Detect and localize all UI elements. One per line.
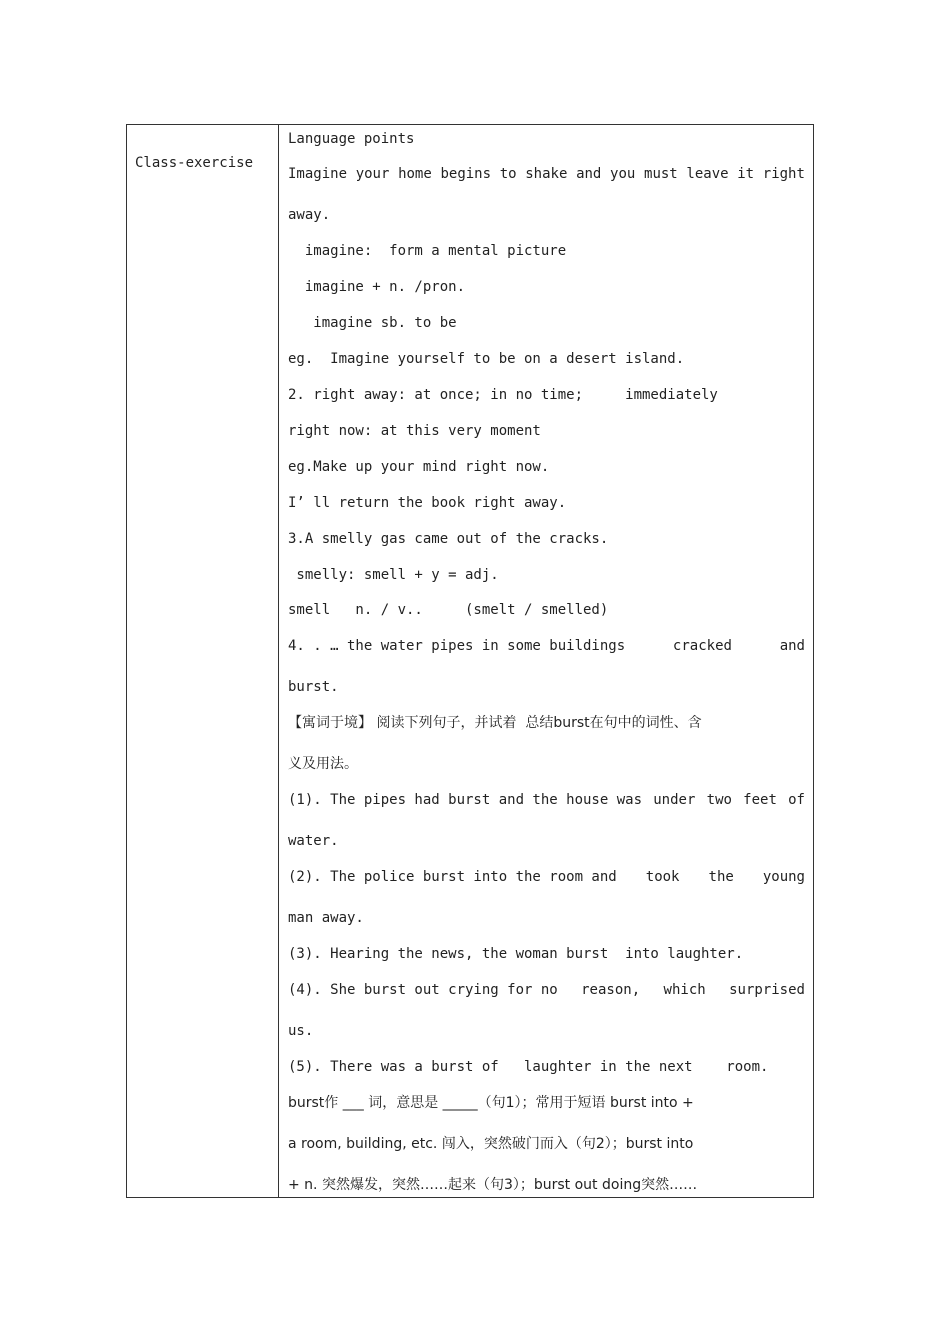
word: of [788, 792, 805, 808]
text-line: (3). Hearing the news, the woman burst into laughter. [288, 946, 744, 962]
text-line: eg.Make up your mind right now. [288, 459, 550, 475]
word: two [706, 792, 732, 808]
text-line: a room, building, etc. 闯入，突然破门而入（句2）；burst into [288, 1136, 694, 1152]
word: Imagine [288, 166, 348, 182]
text-line: I’ ll return the book right away. [288, 495, 567, 511]
text-line [288, 165, 805, 183]
word: the [708, 869, 734, 885]
word: and [779, 638, 805, 654]
text-line: imagine: form a mental picture [288, 243, 567, 259]
text-line: imagine sb. to be [288, 315, 457, 331]
word: and [576, 166, 602, 182]
text-line: us. [288, 1023, 314, 1039]
word: shake [525, 166, 568, 182]
text-line: 3.A smelly gas came out of the cracks. [288, 531, 609, 547]
left-cell [127, 125, 279, 1197]
word: 4. . … the water pipes in some buildings [288, 638, 626, 654]
text-line: burst. [288, 679, 339, 695]
text-line: smell n. / v.. (smelt / smelled) [288, 602, 609, 618]
word: young [762, 869, 805, 885]
text-line: eg. Imagine yourself to be on a desert island. [288, 351, 685, 367]
word: must [644, 166, 678, 182]
word: (1). The pipes had burst and the house was [288, 792, 643, 808]
text-line: 【寓词于境】 阅读下列句子，并试着 总结burst在句中的词性、含 [288, 715, 702, 731]
section-label: Class-exercise [135, 155, 254, 171]
text-line [288, 637, 805, 655]
word: under [653, 792, 696, 808]
text-line: 义及用法。 [288, 756, 358, 772]
word: home [398, 166, 432, 182]
exercise-table [126, 124, 814, 1198]
word: leave [686, 166, 729, 182]
language-points-cell [279, 125, 813, 1197]
word: your [355, 166, 390, 182]
text-line [288, 868, 805, 886]
text-line: away. [288, 207, 331, 223]
word: to [499, 166, 517, 182]
text-line [288, 791, 805, 809]
text-line: water. [288, 833, 339, 849]
text-line: (5). There was a burst of laughter in the next room. [288, 1059, 769, 1075]
text-line: man away. [288, 910, 364, 926]
word: it [737, 166, 755, 182]
word: (2). The police burst into the room and [288, 869, 617, 885]
text-line: 2. right away: at once; in no time; immediately [288, 387, 718, 403]
word: surprised [729, 982, 805, 998]
text-line: Language points [288, 131, 415, 147]
text-line: smelly: smell + y = adj. [288, 567, 499, 583]
word: took [645, 869, 680, 885]
word: right [762, 166, 805, 182]
word: reason, [581, 982, 641, 998]
word: begins [440, 166, 492, 182]
word: (4). She burst out crying for no [288, 982, 558, 998]
text-line: burst作 ___ 词，意思是 _____（句1）；常用于短语 burst into + [288, 1095, 694, 1111]
text-line: imagine + n. /pron. [288, 279, 466, 295]
word: you [610, 166, 636, 182]
text-line: right now: at this very moment [288, 423, 541, 439]
word: cracked [672, 638, 732, 654]
word: feet [743, 792, 777, 808]
text-line: + n. 突然爆发，突然……起来（句3）；burst out doing突然…… [288, 1177, 698, 1193]
text-line [288, 981, 805, 999]
word: which [663, 982, 706, 998]
